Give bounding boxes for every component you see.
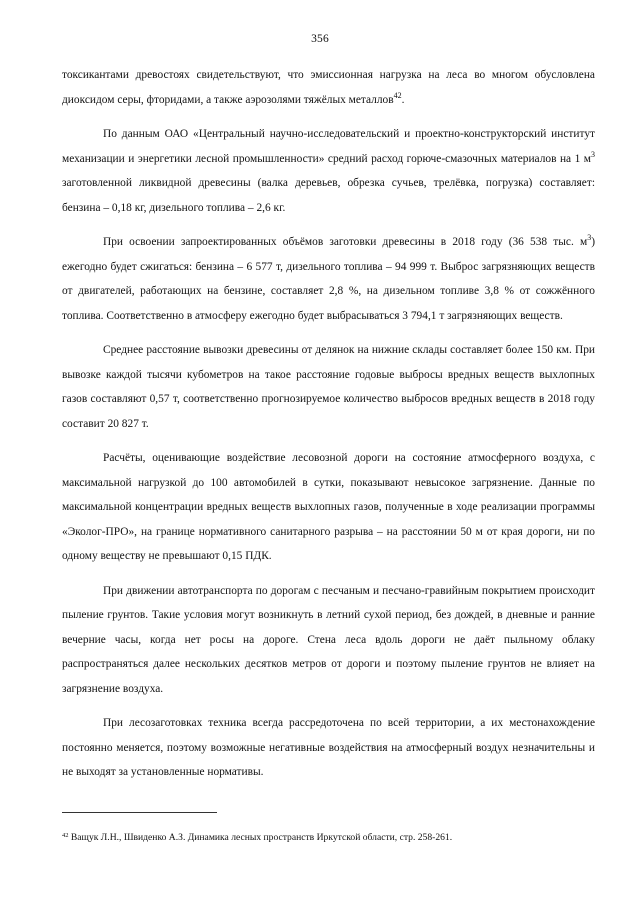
superscript: 3 [591, 149, 595, 159]
body-text [62, 63, 595, 785]
paragraph-text: При движении автотранспорта по дорогам с песчаным и песчано-гравийным покрытием происходит пыление грунтов. Такие условия могут возникнуть в летний сухой период, без дождей, в дневные и ранние вечерние часы, когда нет росы на дороге. Стена леса вдоль дороги не даёт пыльному облаку распространяться далее нескольких десятков метров от дороги и поэтому пыление грунтов не влияет на загрязнение воздуха. [62, 584, 595, 695]
footnote-separator [62, 812, 217, 813]
paragraph-text: При лесозаготовках техника всегда рассредоточена по всей территории, а их местонахождение постоянно меняется, поэтому возможные негативные воздействия на атмосферный воздух незначительны и не выходят за установленные нормативы. [62, 717, 595, 778]
paragraph [62, 711, 595, 785]
page-number: 356 [311, 33, 329, 45]
paragraph [62, 338, 595, 436]
paragraph-text: Среднее расстояние вывозки древесины от делянок на нижние склады составляет более 150 км. При вывозке каждой тысячи кубометров на такое расстояние годовые выбросы вредных веществ выхлопных газов составляют 0,57 т, соответственно прогнозируемое количество выбросов вредных веществ в 2018 году составит 20 827 т. [62, 344, 595, 430]
paragraph [62, 122, 595, 220]
paragraph-text: . [401, 93, 405, 106]
footnote-text: Ващук Л.Н., Швиденко А.З. Динамика лесных пространств Иркутской области, стр. 258-261. [68, 832, 453, 843]
superscript: 3 [587, 233, 592, 242]
paragraph-text: По данным ОАО «Центральный научно-исследовательский и проектно-конструкторский институт механизации и энергетики лесной промышленности» средний расход горюче-смазочных материалов на 1 м [62, 128, 595, 165]
paragraph [62, 446, 595, 569]
paragraph-text: Расчёты, оценивающие воздействие лесовозной дороги на состояние атмосферного воздуха, с максимальной нагрузкой до 100 автомобилей в сутки, показывают невысокое загрязнение. Данные по максимальной концентрации вредных веществ выхлопных газов, полученные в ходе реализации программы «Эколог-ПРО», на границе нормативного санитарного разрыва – на расстоянии 50 м от края дороги, ни по одному веществу не превышают 0,15 ПДК. [62, 452, 595, 562]
paragraph [62, 63, 595, 112]
paragraph-text: заготовленной ликвидной древесины (валка деревьев, обрезка сучьев, трелёвка, погрузка) составляет: бензина – 0,18 кг, дизельного топлива – 2,6 кг. [62, 177, 595, 214]
paragraph-text: ) ежегодно будет сжигаться: бензина – 6 577 т, дизельного топлива – 94 999 т. Выброс загрязняющих веществ от двигателей, работающих на бензине, составляет 2,8 %, на дизельном топливе 3,8 % от сожжённого топлива. Соответственно в атмосферу ежегодно будет выбрасываться 3 794,1 т загрязняющих веществ. [62, 236, 595, 322]
footnote-ref[interactable]: 42 [393, 90, 402, 100]
paragraph [62, 230, 595, 328]
paragraph-text: токсикантами древостоях свидетельствуют, что эмиссионная нагрузка на леса во многом обусловлена диоксидом серы, фторидами, а также аэрозолями тяжёлых металлов [62, 69, 595, 106]
paragraph-text: При освоении запроектированных объёмов заготовки древесины в 2018 году (36 538 тыс. м [103, 236, 588, 248]
footnote-marker: 42 [62, 832, 69, 839]
footnote [62, 832, 595, 844]
paragraph [62, 579, 595, 702]
